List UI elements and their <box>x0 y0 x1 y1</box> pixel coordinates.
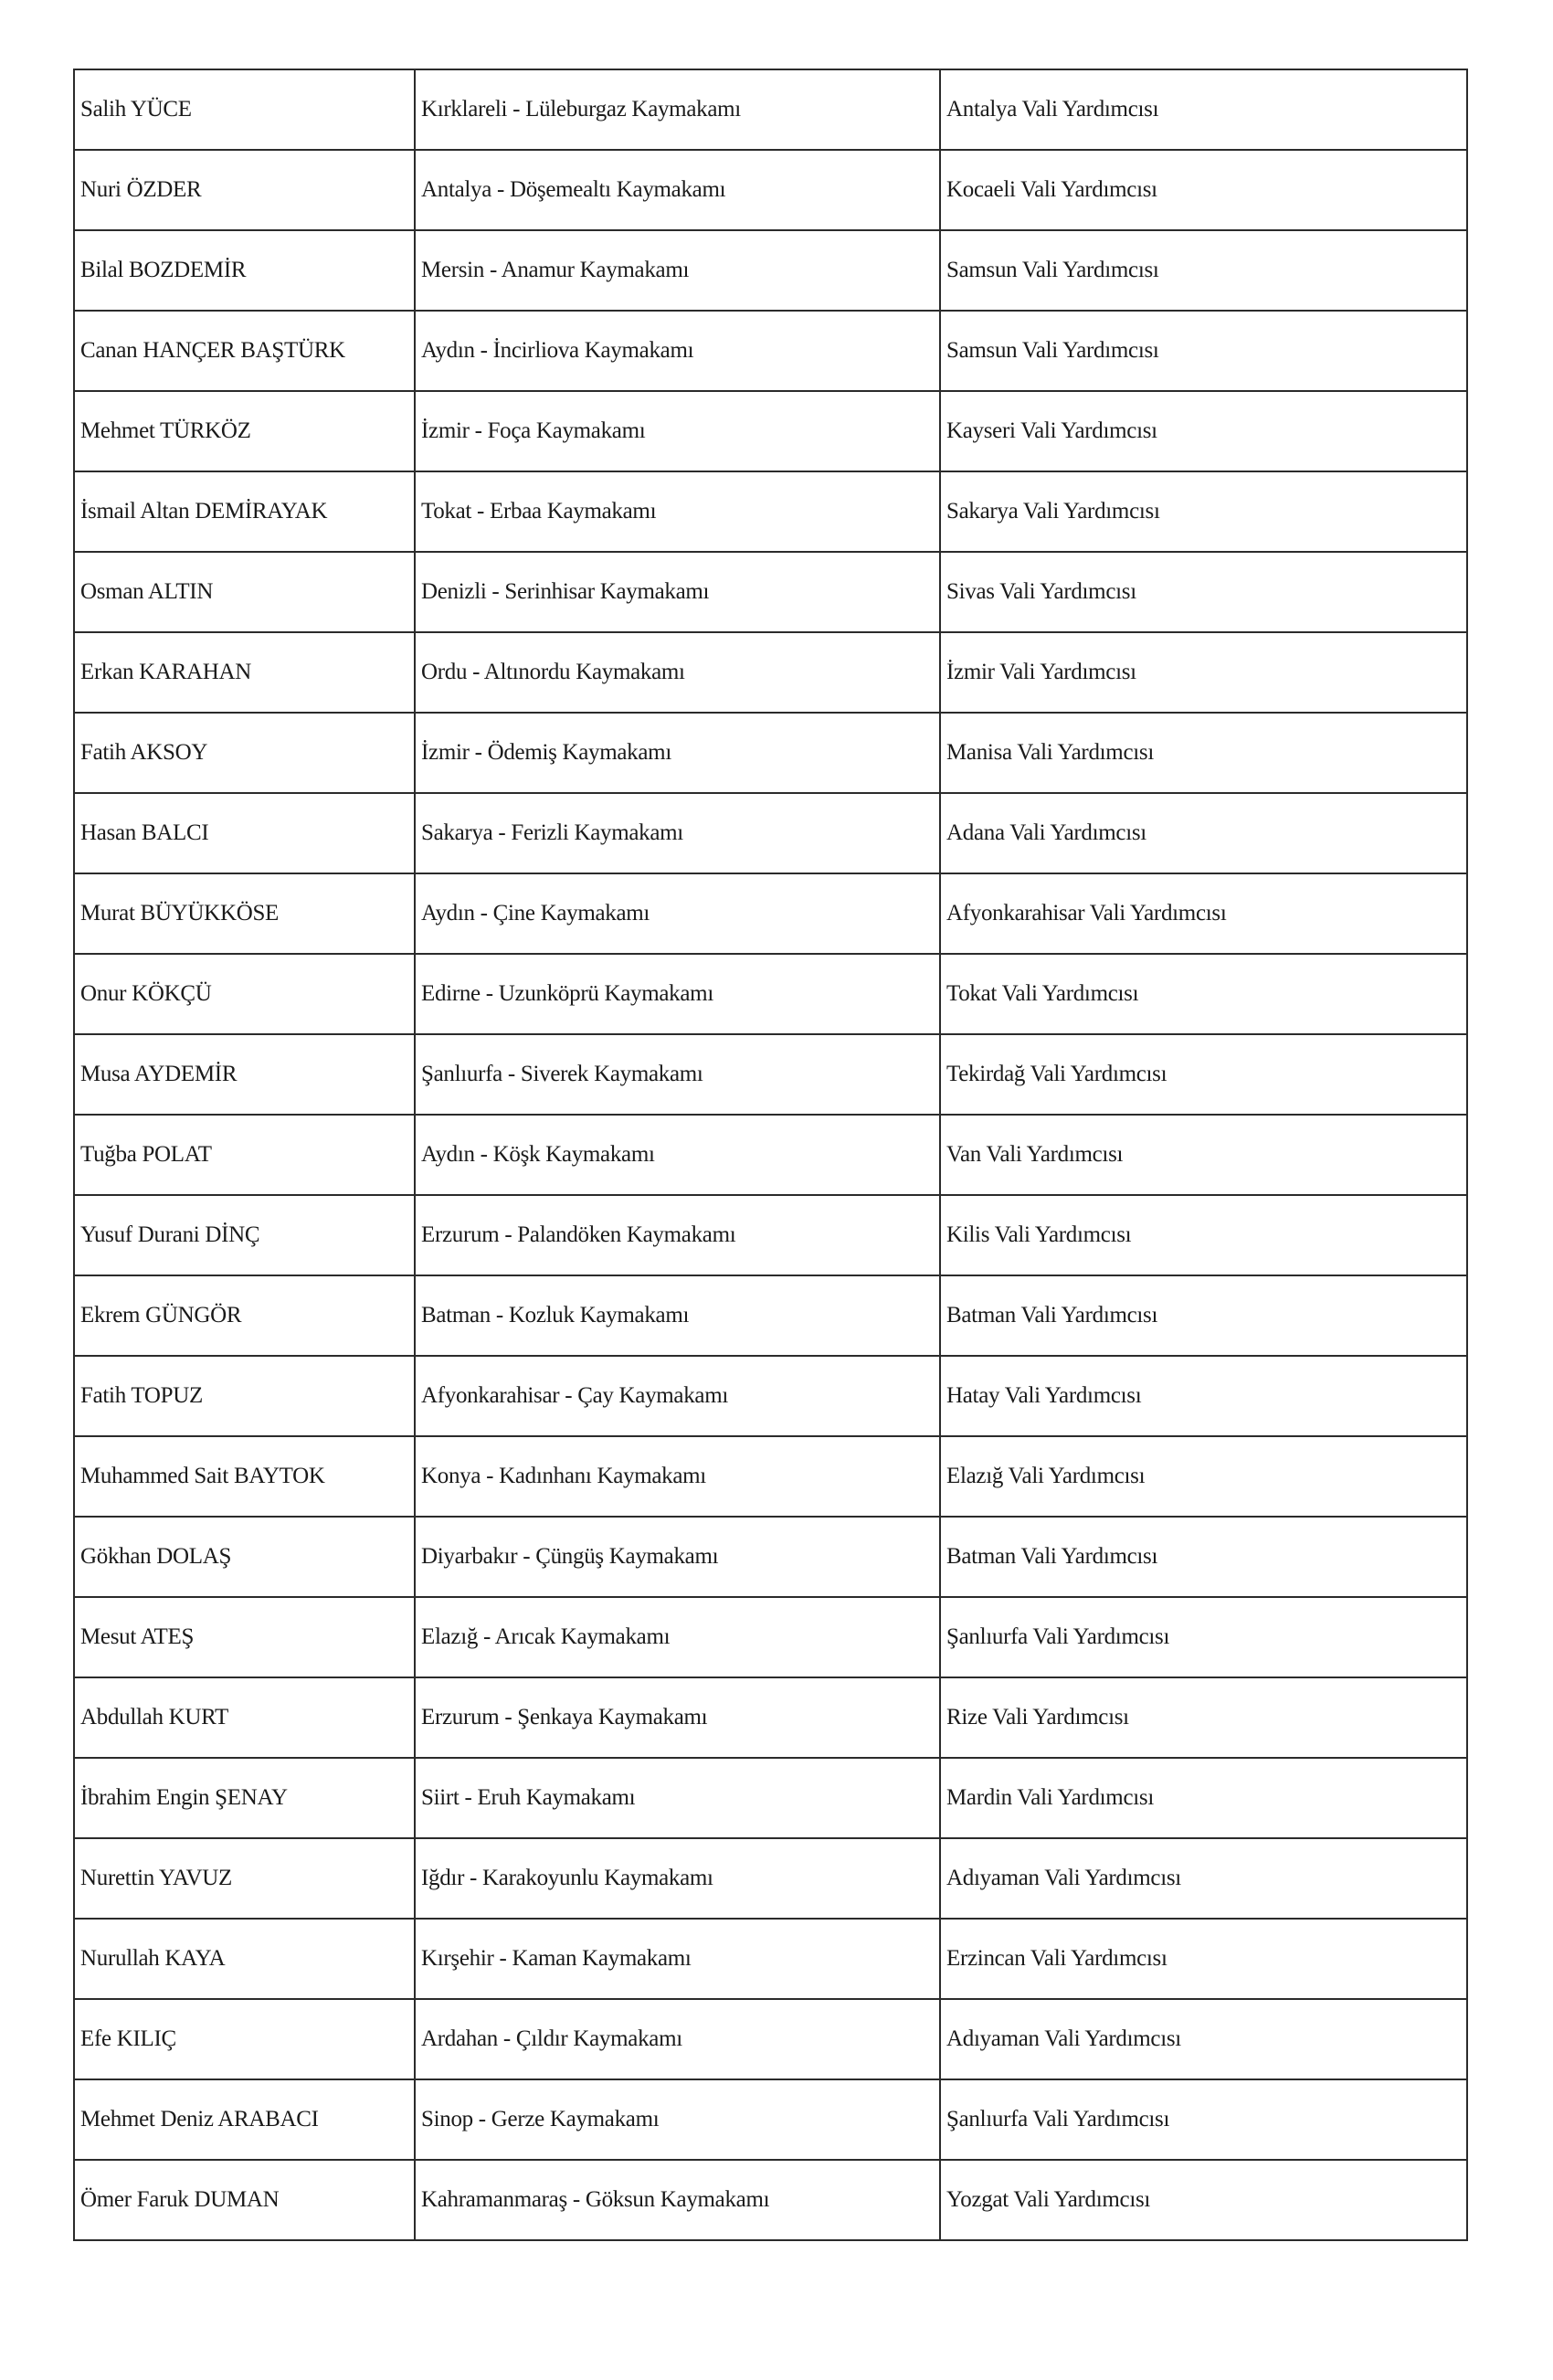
person-name-cell: Osman ALTIN <box>74 552 415 632</box>
previous-post-cell: Diyarbakır - Çüngüş Kaymakamı <box>415 1517 940 1597</box>
table-row <box>74 1758 1467 1838</box>
table-row <box>74 1034 1467 1115</box>
new-post-cell: Mardin Vali Yardımcısı <box>940 1758 1467 1838</box>
table-row <box>74 1115 1467 1195</box>
person-name-cell: Abdullah KURT <box>74 1677 415 1758</box>
person-name-cell: Musa AYDEMİR <box>74 1034 415 1115</box>
person-name-cell: Fatih TOPUZ <box>74 1356 415 1436</box>
new-post-cell: Rize Vali Yardımcısı <box>940 1677 1467 1758</box>
table-row <box>74 1436 1467 1517</box>
new-post-cell: Erzincan Vali Yardımcısı <box>940 1919 1467 1999</box>
table-row <box>74 2079 1467 2160</box>
new-post-cell: Tekirdağ Vali Yardımcısı <box>940 1034 1467 1115</box>
new-post-cell: İzmir Vali Yardımcısı <box>940 632 1467 713</box>
previous-post-cell: Erzurum - Şenkaya Kaymakamı <box>415 1677 940 1758</box>
new-post-cell: Kocaeli Vali Yardımcısı <box>940 150 1467 230</box>
table-row <box>74 2160 1467 2240</box>
new-post-cell: Van Vali Yardımcısı <box>940 1115 1467 1195</box>
previous-post-cell: Erzurum - Palandöken Kaymakamı <box>415 1195 940 1275</box>
previous-post-cell: Aydın - Köşk Kaymakamı <box>415 1115 940 1195</box>
person-name-cell: Muhammed Sait BAYTOK <box>74 1436 415 1517</box>
previous-post-cell: Iğdır - Karakoyunlu Kaymakamı <box>415 1838 940 1919</box>
new-post-cell: Kayseri Vali Yardımcısı <box>940 391 1467 471</box>
previous-post-cell: Denizli - Serinhisar Kaymakamı <box>415 552 940 632</box>
table-row <box>74 1919 1467 1999</box>
new-post-cell: Kilis Vali Yardımcısı <box>940 1195 1467 1275</box>
person-name-cell: Ekrem GÜNGÖR <box>74 1275 415 1356</box>
table-row <box>74 1195 1467 1275</box>
previous-post-cell: Antalya - Döşemealtı Kaymakamı <box>415 150 940 230</box>
previous-post-cell: Sinop - Gerze Kaymakamı <box>415 2079 940 2160</box>
person-name-cell: Mehmet Deniz ARABACI <box>74 2079 415 2160</box>
person-name-cell: Yusuf Durani DİNÇ <box>74 1195 415 1275</box>
table-row <box>74 713 1467 793</box>
person-name-cell: Fatih AKSOY <box>74 713 415 793</box>
new-post-cell: Samsun Vali Yardımcısı <box>940 311 1467 391</box>
person-name-cell: Gökhan DOLAŞ <box>74 1517 415 1597</box>
previous-post-cell: Ardahan - Çıldır Kaymakamı <box>415 1999 940 2079</box>
person-name-cell: Efe KILIÇ <box>74 1999 415 2079</box>
person-name-cell: Murat BÜYÜKKÖSE <box>74 873 415 954</box>
previous-post-cell: İzmir - Ödemiş Kaymakamı <box>415 713 940 793</box>
table-row <box>74 873 1467 954</box>
table-row <box>74 471 1467 552</box>
new-post-cell: Sivas Vali Yardımcısı <box>940 552 1467 632</box>
person-name-cell: Nurullah KAYA <box>74 1919 415 1999</box>
new-post-cell: Samsun Vali Yardımcısı <box>940 230 1467 311</box>
table-row <box>74 69 1467 150</box>
table-row <box>74 1517 1467 1597</box>
person-name-cell: Erkan KARAHAN <box>74 632 415 713</box>
table-row <box>74 391 1467 471</box>
table-row <box>74 1999 1467 2079</box>
table-row <box>74 311 1467 391</box>
table-row <box>74 1356 1467 1436</box>
assignment-document <box>73 69 1466 2241</box>
assignment-table-body <box>74 69 1467 2240</box>
previous-post-cell: Afyonkarahisar - Çay Kaymakamı <box>415 1356 940 1436</box>
new-post-cell: Batman Vali Yardımcısı <box>940 1517 1467 1597</box>
previous-post-cell: Mersin - Anamur Kaymakamı <box>415 230 940 311</box>
new-post-cell: Şanlıurfa Vali Yardımcısı <box>940 1597 1467 1677</box>
new-post-cell: Yozgat Vali Yardımcısı <box>940 2160 1467 2240</box>
previous-post-cell: İzmir - Foça Kaymakamı <box>415 391 940 471</box>
new-post-cell: Adana Vali Yardımcısı <box>940 793 1467 873</box>
previous-post-cell: Kırşehir - Kaman Kaymakamı <box>415 1919 940 1999</box>
table-row <box>74 1838 1467 1919</box>
table-row <box>74 793 1467 873</box>
previous-post-cell: Elazığ - Arıcak Kaymakamı <box>415 1597 940 1677</box>
assignment-table <box>73 69 1468 2241</box>
person-name-cell: Tuğba POLAT <box>74 1115 415 1195</box>
table-row <box>74 150 1467 230</box>
new-post-cell: Şanlıurfa Vali Yardımcısı <box>940 2079 1467 2160</box>
person-name-cell: Nuri ÖZDER <box>74 150 415 230</box>
table-row <box>74 552 1467 632</box>
previous-post-cell: Kırklareli - Lüleburgaz Kaymakamı <box>415 69 940 150</box>
new-post-cell: Elazığ Vali Yardımcısı <box>940 1436 1467 1517</box>
person-name-cell: Onur KÖKÇÜ <box>74 954 415 1034</box>
person-name-cell: Nurettin YAVUZ <box>74 1838 415 1919</box>
previous-post-cell: Tokat - Erbaa Kaymakamı <box>415 471 940 552</box>
table-row <box>74 1677 1467 1758</box>
new-post-cell: Manisa Vali Yardımcısı <box>940 713 1467 793</box>
table-row <box>74 1275 1467 1356</box>
previous-post-cell: Ordu - Altınordu Kaymakamı <box>415 632 940 713</box>
person-name-cell: Salih YÜCE <box>74 69 415 150</box>
person-name-cell: Canan HANÇER BAŞTÜRK <box>74 311 415 391</box>
new-post-cell: Adıyaman Vali Yardımcısı <box>940 1999 1467 2079</box>
new-post-cell: Antalya Vali Yardımcısı <box>940 69 1467 150</box>
new-post-cell: Sakarya Vali Yardımcısı <box>940 471 1467 552</box>
new-post-cell: Tokat Vali Yardımcısı <box>940 954 1467 1034</box>
person-name-cell: Hasan BALCI <box>74 793 415 873</box>
previous-post-cell: Aydın - İncirliova Kaymakamı <box>415 311 940 391</box>
table-row <box>74 1597 1467 1677</box>
person-name-cell: İbrahim Engin ŞENAY <box>74 1758 415 1838</box>
previous-post-cell: Kahramanmaraş - Göksun Kaymakamı <box>415 2160 940 2240</box>
person-name-cell: Mesut ATEŞ <box>74 1597 415 1677</box>
previous-post-cell: Batman - Kozluk Kaymakamı <box>415 1275 940 1356</box>
person-name-cell: Bilal BOZDEMİR <box>74 230 415 311</box>
previous-post-cell: Sakarya - Ferizli Kaymakamı <box>415 793 940 873</box>
new-post-cell: Adıyaman Vali Yardımcısı <box>940 1838 1467 1919</box>
table-row <box>74 954 1467 1034</box>
person-name-cell: Mehmet TÜRKÖZ <box>74 391 415 471</box>
person-name-cell: İsmail Altan DEMİRAYAK <box>74 471 415 552</box>
previous-post-cell: Konya - Kadınhanı Kaymakamı <box>415 1436 940 1517</box>
new-post-cell: Hatay Vali Yardımcısı <box>940 1356 1467 1436</box>
previous-post-cell: Edirne - Uzunköprü Kaymakamı <box>415 954 940 1034</box>
new-post-cell: Afyonkarahisar Vali Yardımcısı <box>940 873 1467 954</box>
table-row <box>74 632 1467 713</box>
previous-post-cell: Aydın - Çine Kaymakamı <box>415 873 940 954</box>
table-row <box>74 230 1467 311</box>
previous-post-cell: Siirt - Eruh Kaymakamı <box>415 1758 940 1838</box>
previous-post-cell: Şanlıurfa - Siverek Kaymakamı <box>415 1034 940 1115</box>
new-post-cell: Batman Vali Yardımcısı <box>940 1275 1467 1356</box>
person-name-cell: Ömer Faruk DUMAN <box>74 2160 415 2240</box>
